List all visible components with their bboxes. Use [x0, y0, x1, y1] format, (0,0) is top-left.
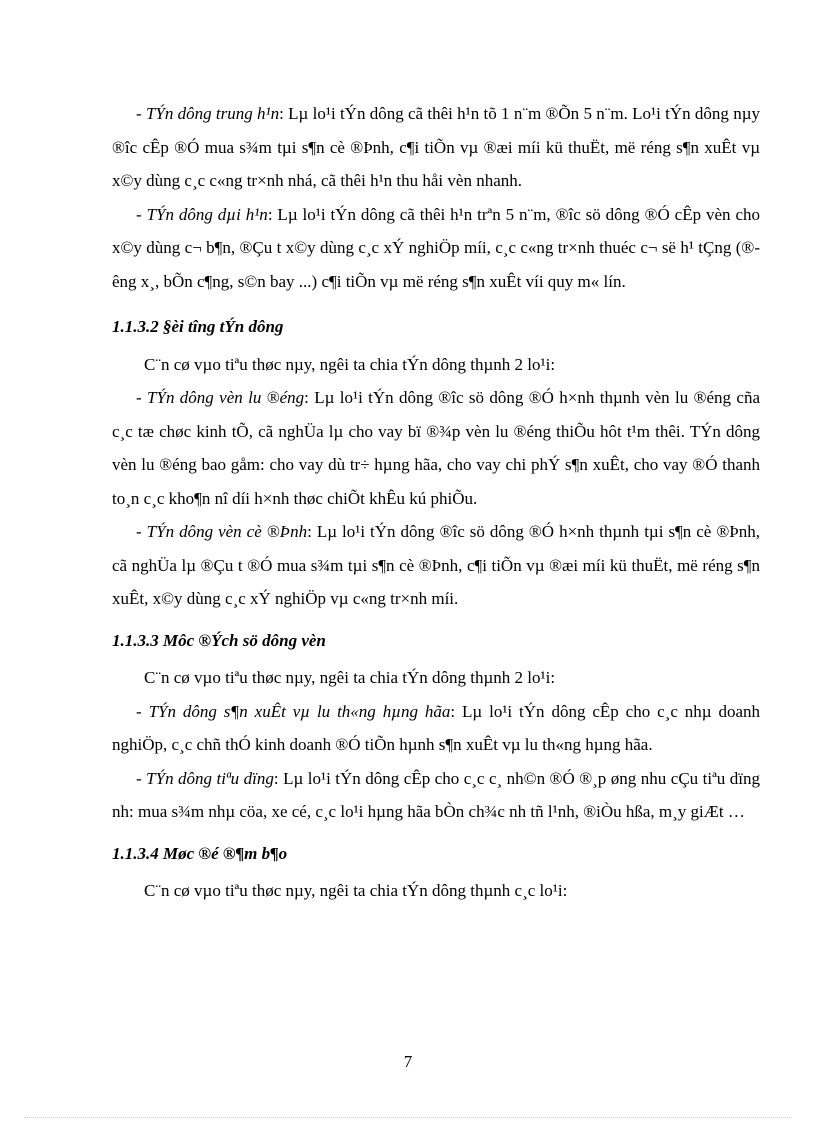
- paragraph-text: : Lµ lo¹i tÝn dông cÊp cho c¸c c¸ nh©n ®Ó ®¸p øng nhu cÇu tiªu dïng nh: mua s¾m nhµ cöa, xe cé, c¸c lo¹i hµng hãa bÒn ch¾c nh tñ l¹nh, ®iÒu hßa, m¸y giÆt …: [112, 768, 760, 821]
- list-dash: -: [136, 701, 149, 721]
- section-heading-credit-objects: 1.1.3.2 §èi tîng tÝn dông: [112, 317, 284, 336]
- list-dash: -: [136, 204, 147, 224]
- paragraph-text: : Lµ lo¹i tÝn dông cÊp cho c¸c nhµ doanh nghiÖp, c¸c chñ thÓ kinh doanh ®Ó tiÕn hµnh s¶n xuÊt vµ lu th«ng hµng hãa.: [112, 701, 760, 754]
- list-dash: -: [136, 768, 147, 788]
- term-working-capital-credit: TÝn dông vèn lu ®éng: [147, 388, 305, 407]
- section-heading-guarantee: 1.1.3.4 Møc ®é ®¶m b¶o: [112, 843, 288, 863]
- term-long-term-credit: TÝn dông dµi h¹n: [146, 204, 268, 224]
- paragraph-consumer-credit: [112, 762, 760, 829]
- page-body: [112, 97, 760, 908]
- paragraph-medium-term-credit: [112, 97, 760, 198]
- section-heading-purpose: 1.1.3.3 Môc ®Ých sö dông vèn: [112, 630, 326, 650]
- paragraph-text: : Lµ lo¹i tÝn dông ®îc sö dông ®Ó h×nh thµnh vèn lu ®éng cña c¸c tæ chøc kinh tÕ, cã nghÜa lµ cho vay bï ®¾p vèn lu ®éng thiÕu hôt t¹m thêi. TÝn dông vèn lu ®éng bao gåm: cho vay dù tr÷ hµng hãa, cho vay chi phÝ s¶n xuÊt, cho vay ®Ó thanh to¸n c¸c kho¶n nî díi h×nh thøc chiÕt khÊu kú phiÕu.: [112, 388, 760, 508]
- paragraph-text: : Lµ lo¹i tÝn dông cã thêi h¹n tõ 1 n¨m ®Õn 5 n¨m. Lo¹i tÝn dông nµy ®îc cÊp ®Ó mua s¾m tµi s¶n cè ®Þnh, c¶i tiÕn vµ ®æi míi kü thuËt, më réng s¶n xuÊt vµ x©y dùng c¸c c«ng tr×nh nhá, cã thêi h¹n thu håi vèn nhanh.: [112, 104, 760, 190]
- paragraph-long-term-credit: [112, 198, 760, 299]
- page-number: 7: [403, 1052, 413, 1071]
- list-dash: -: [136, 522, 147, 541]
- list-dash: -: [136, 388, 148, 407]
- list-dash: -: [136, 104, 146, 123]
- term-medium-term-credit: TÝn dông trung h¹n: [145, 104, 280, 123]
- term-production-credit: TÝn dông s¶n xuÊt vµ lu th«ng hµng hãa: [148, 701, 451, 721]
- paragraph-working-capital-credit: [112, 381, 760, 515]
- term-consumer-credit: TÝn dông tiªu dïng: [146, 768, 274, 788]
- paragraph-fixed-capital-credit: [112, 515, 760, 616]
- section-lead: C¨n cø vµo tiªu thøc nµy, ngêi ta chia tÝn dông thµnh 2 lo¹i:: [144, 354, 556, 374]
- section-lead: C¨n cø vµo tiªu thøc nµy, ngêi ta chia tÝn dông thµnh c¸c lo¹i:: [144, 881, 568, 900]
- paragraph-production-credit: [112, 695, 760, 762]
- page-bottom-divider: [24, 1117, 792, 1118]
- paragraph-text: : Lµ lo¹i tÝn dông ®îc sö dông ®Ó h×nh thµnh tµi s¶n cè ®Þnh, cã nghÜa lµ ®Çu t ®Ó mua s¾m tµi s¶n cè ®Þnh, c¶i tiÕn vµ ®æi míi kü thuËt, më réng s¶n xuÊt, x©y dùng c¸c xÝ nghiÖp vµ c«ng tr×nh míi.: [112, 522, 760, 608]
- section-lead: C¨n cø vµo tiªu thøc nµy, ngêi ta chia tÝn dông thµnh 2 lo¹i:: [144, 668, 556, 687]
- paragraph-text: : Lµ lo¹i tÝn dông cã thêi h¹n trªn 5 n¨m, ®îc sö dông ®Ó cÊp vèn cho x©y dùng c¬ b¶n, ®Çu t x©y dùng c¸c xÝ nghiÖp míi, c¸c c«ng tr×nh thuéc c¬ së h¹ tÇng (®êng x¸, bÕn c¶ng, s©n bay ...) c¶i tiÕn vµ më réng s¶n xuÊt víi quy m« lín.: [112, 204, 760, 291]
- term-fixed-capital-credit: TÝn dông vèn cè ®Þnh: [146, 522, 308, 541]
